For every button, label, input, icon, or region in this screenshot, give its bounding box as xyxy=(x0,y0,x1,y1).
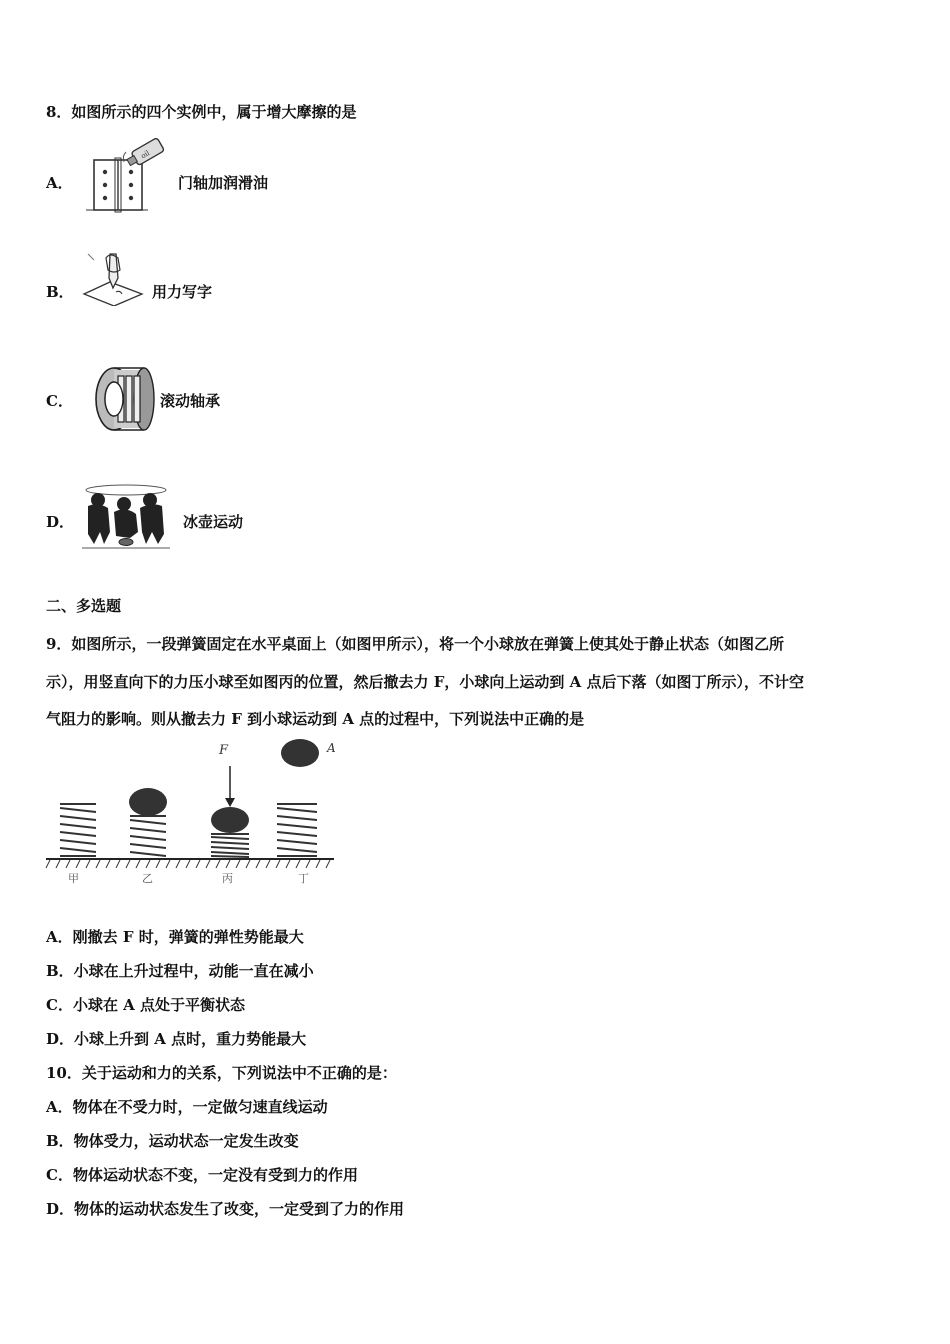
q8-option-b-letter: B． xyxy=(46,283,74,301)
caption-bing: 丙 xyxy=(222,872,233,885)
q8-stem: 8．如图所示的四个实例中，属于增大摩擦的是 xyxy=(46,103,357,121)
q8-option-c-letter: C． xyxy=(46,392,73,410)
point-a-label: A xyxy=(327,741,336,755)
q10-option-d: D．物体的运动状态发生了改变，一定受到了力的作用 xyxy=(46,1200,405,1218)
q9-stem-line2: 示），用竖直向下的力压小球至如图丙的位置，然后撤去力 F，小球向上运动到 A 点后下落（如图丁所示），不计空 xyxy=(46,673,804,691)
q9-option-a: A．刚撤去 F 时，弹簧的弹性势能最大 xyxy=(46,928,304,946)
q8-option-a-text: 门轴加润滑油 xyxy=(178,174,269,192)
ball-ding xyxy=(281,739,319,767)
q10-option-c: C．物体运动状态不变，一定没有受到力的作用 xyxy=(46,1166,358,1184)
caption-yi: 乙 xyxy=(142,872,153,885)
spring-figure xyxy=(44,736,344,886)
q8-option-c-text: 滚动轴承 xyxy=(160,392,221,410)
spring-jia xyxy=(60,802,96,858)
force-label: F xyxy=(219,743,229,758)
q9-option-d: D．小球上升到 A 点时，重力势能最大 xyxy=(46,1030,307,1048)
door-hinge-oil-icon xyxy=(78,138,173,216)
q9-stem-line3: 气阻力的影响。则从撤去力 F 到小球运动到 A 点的过程中，下列说法中正确的是 xyxy=(46,710,585,728)
section-title: 二、多选题 xyxy=(46,597,122,615)
caption-ding: 丁 xyxy=(298,872,309,885)
q9-stem-line1: 9．如图所示，一段弹簧固定在水平桌面上（如图甲所示），将一个小球放在弹簧上使其处于静止状态（如图乙所 xyxy=(46,635,784,653)
curling-sport-icon xyxy=(80,482,172,552)
rolling-bearing-icon xyxy=(92,364,156,434)
q9-option-c: C．小球在 A 点处于平衡状态 xyxy=(46,996,246,1014)
svg-text:oil: oil xyxy=(139,149,152,161)
q8-option-d-letter: D． xyxy=(46,513,75,531)
q10-option-b: B．物体受力，运动状态一定发生改变 xyxy=(46,1132,299,1150)
spring-yi xyxy=(130,816,166,856)
q8-option-a-letter: A． xyxy=(46,174,73,192)
pen-writing-icon xyxy=(80,250,146,306)
spring-ding xyxy=(277,804,317,856)
ball-bing xyxy=(211,807,249,833)
q8-option-d-text: 冰壶运动 xyxy=(183,513,244,531)
spring-bing xyxy=(211,834,249,857)
q8-option-b-text: 用力写字 xyxy=(152,283,213,301)
q10-stem: 10．关于运动和力的关系，下列说法中不正确的是： xyxy=(46,1064,397,1082)
caption-jia: 甲 xyxy=(68,872,79,885)
q10-option-a: A．物体在不受力时，一定做匀速直线运动 xyxy=(46,1098,328,1116)
ball-yi xyxy=(129,788,167,816)
q9-option-b: B．小球在上升过程中，动能一直在减小 xyxy=(46,962,314,980)
